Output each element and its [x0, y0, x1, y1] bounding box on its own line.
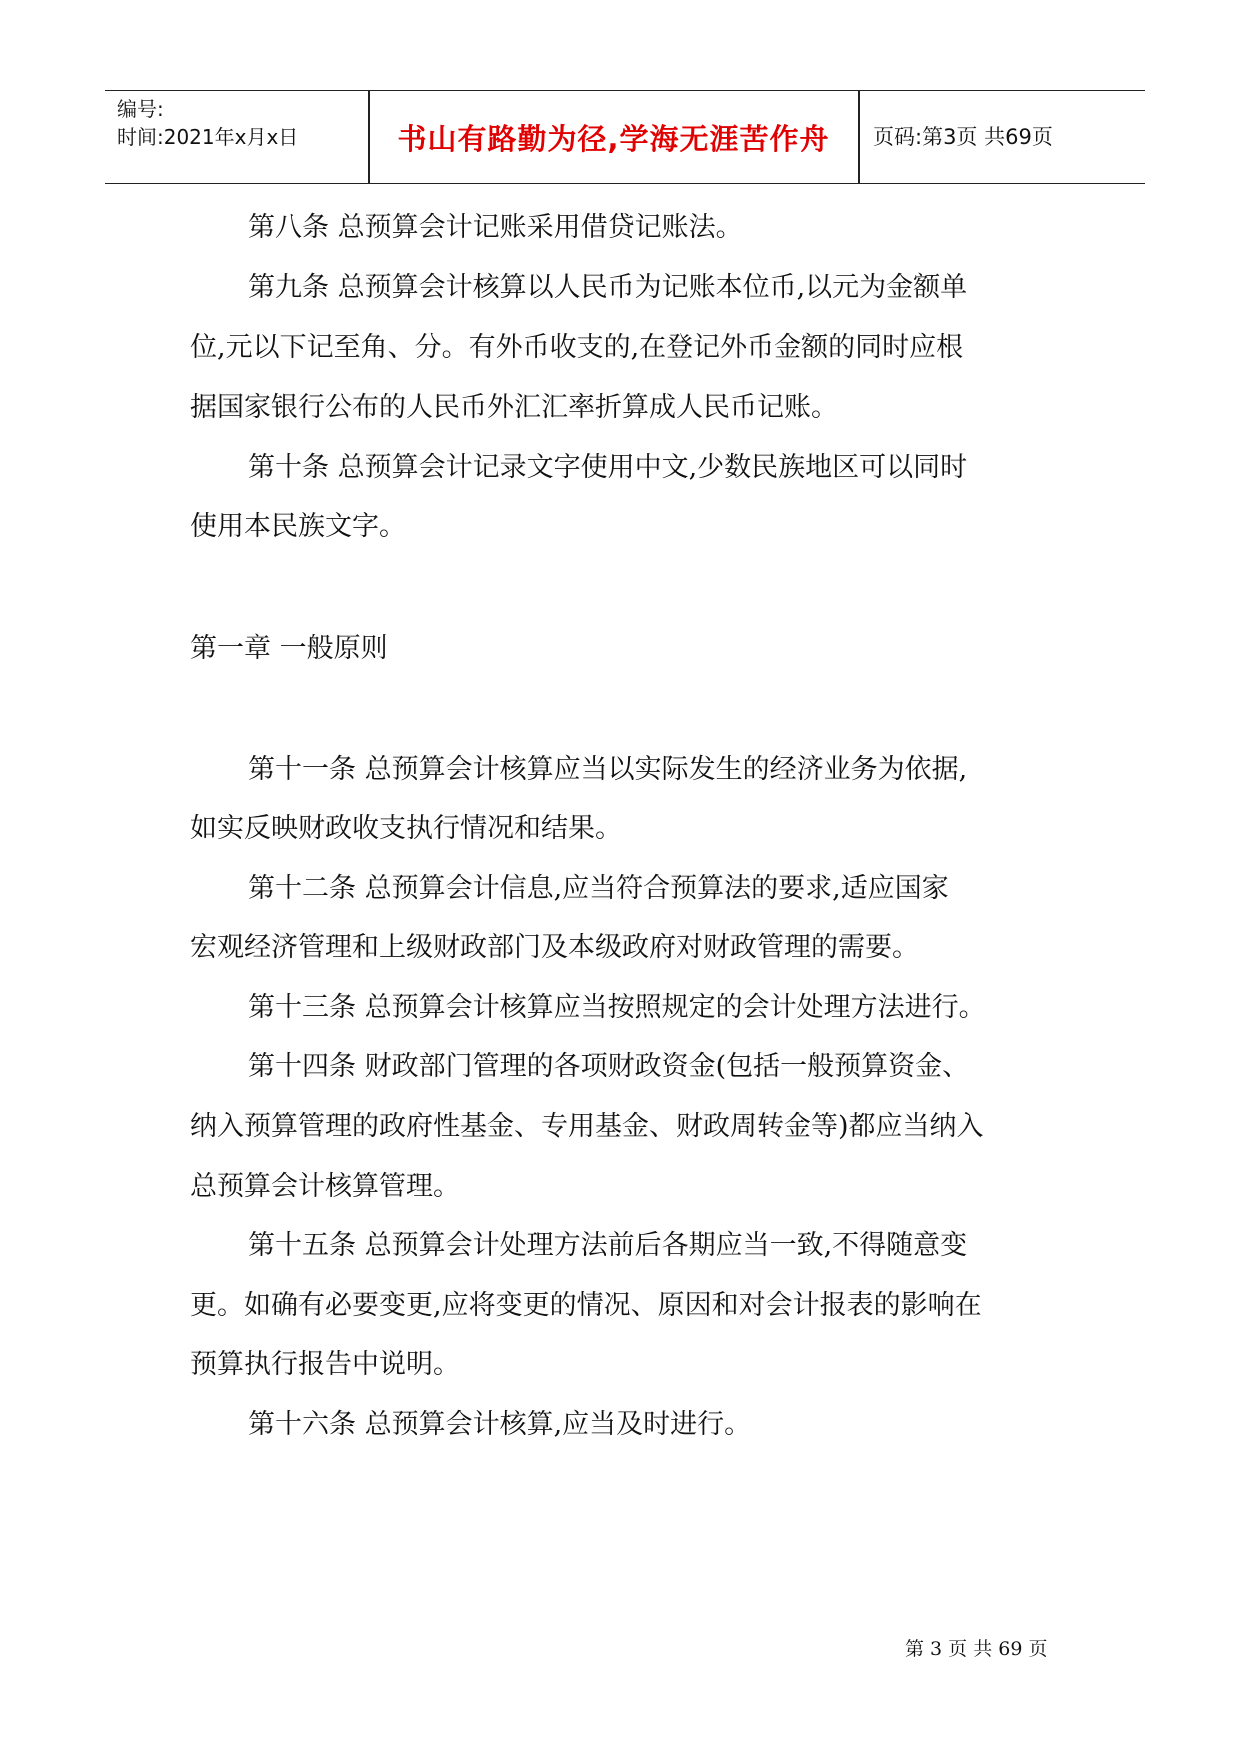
article-15-line-3: 预算执行报告中说明。: [190, 1349, 460, 1380]
article-14-line-2: 纳入预算管理的政府性基金、专用基金、财政周转金等)都应当纳入: [190, 1111, 984, 1142]
article-15-line-1: 第十五条 总预算会计处理方法前后各期应当一致,不得随意变: [248, 1230, 968, 1261]
header-time-label: 时间:2021年x月x日: [117, 125, 299, 149]
article-11-line-1: 第十一条 总预算会计核算应当以实际发生的经济业务为依据,: [248, 754, 968, 785]
article-10-line-2: 使用本民族文字。: [190, 511, 406, 542]
article-9-line-2: 位,元以下记至角、分。有外币收支的,在登记外币金额的同时应根: [190, 332, 964, 363]
article-12-line-1: 第十二条 总预算会计信息,应当符合预算法的要求,适应国家: [248, 873, 949, 904]
article-13-line-1: 第十三条 总预算会计核算应当按照规定的会计处理方法进行。: [248, 992, 986, 1023]
article-9-line-1: 第九条 总预算会计核算以人民币为记账本位币,以元为金额单: [248, 272, 968, 303]
article-12-line-2: 宏观经济管理和上级财政部门及本级政府对财政管理的需要。: [190, 932, 919, 963]
article-15-line-2: 更。如确有必要变更,应将变更的情况、原因和对会计报表的影响在: [190, 1290, 982, 1321]
page-header: [105, 90, 1145, 184]
header-number-label: 编号:: [117, 97, 164, 121]
page-footer: 第 3 页 共 69 页: [905, 1638, 1048, 1660]
article-8-line-1: 第八条 总预算会计记账采用借贷记账法。: [248, 212, 743, 243]
header-meta: [117, 95, 298, 151]
header-motto: 书山有路勤为径,学海无涯苦作舟: [397, 122, 830, 156]
article-16-line-1: 第十六条 总预算会计核算,应当及时进行。: [248, 1409, 752, 1440]
header-page-label: 页码:第3页 共69页: [873, 125, 1053, 149]
chapter-heading: 第一章 一般原则: [190, 633, 388, 664]
header-divider-right: [858, 91, 860, 183]
article-9-line-3: 据国家银行公布的人民币外汇汇率折算成人民币记账。: [190, 392, 838, 423]
article-11-line-2: 如实反映财政收支执行情况和结果。: [190, 813, 622, 844]
article-14-line-3: 总预算会计核算管理。: [190, 1171, 460, 1202]
article-14-line-1: 第十四条 财政部门管理的各项财政资金(包括一般预算资金、: [248, 1051, 970, 1082]
article-10-line-1: 第十条 总预算会计记录文字使用中文,少数民族地区可以同时: [248, 452, 968, 483]
